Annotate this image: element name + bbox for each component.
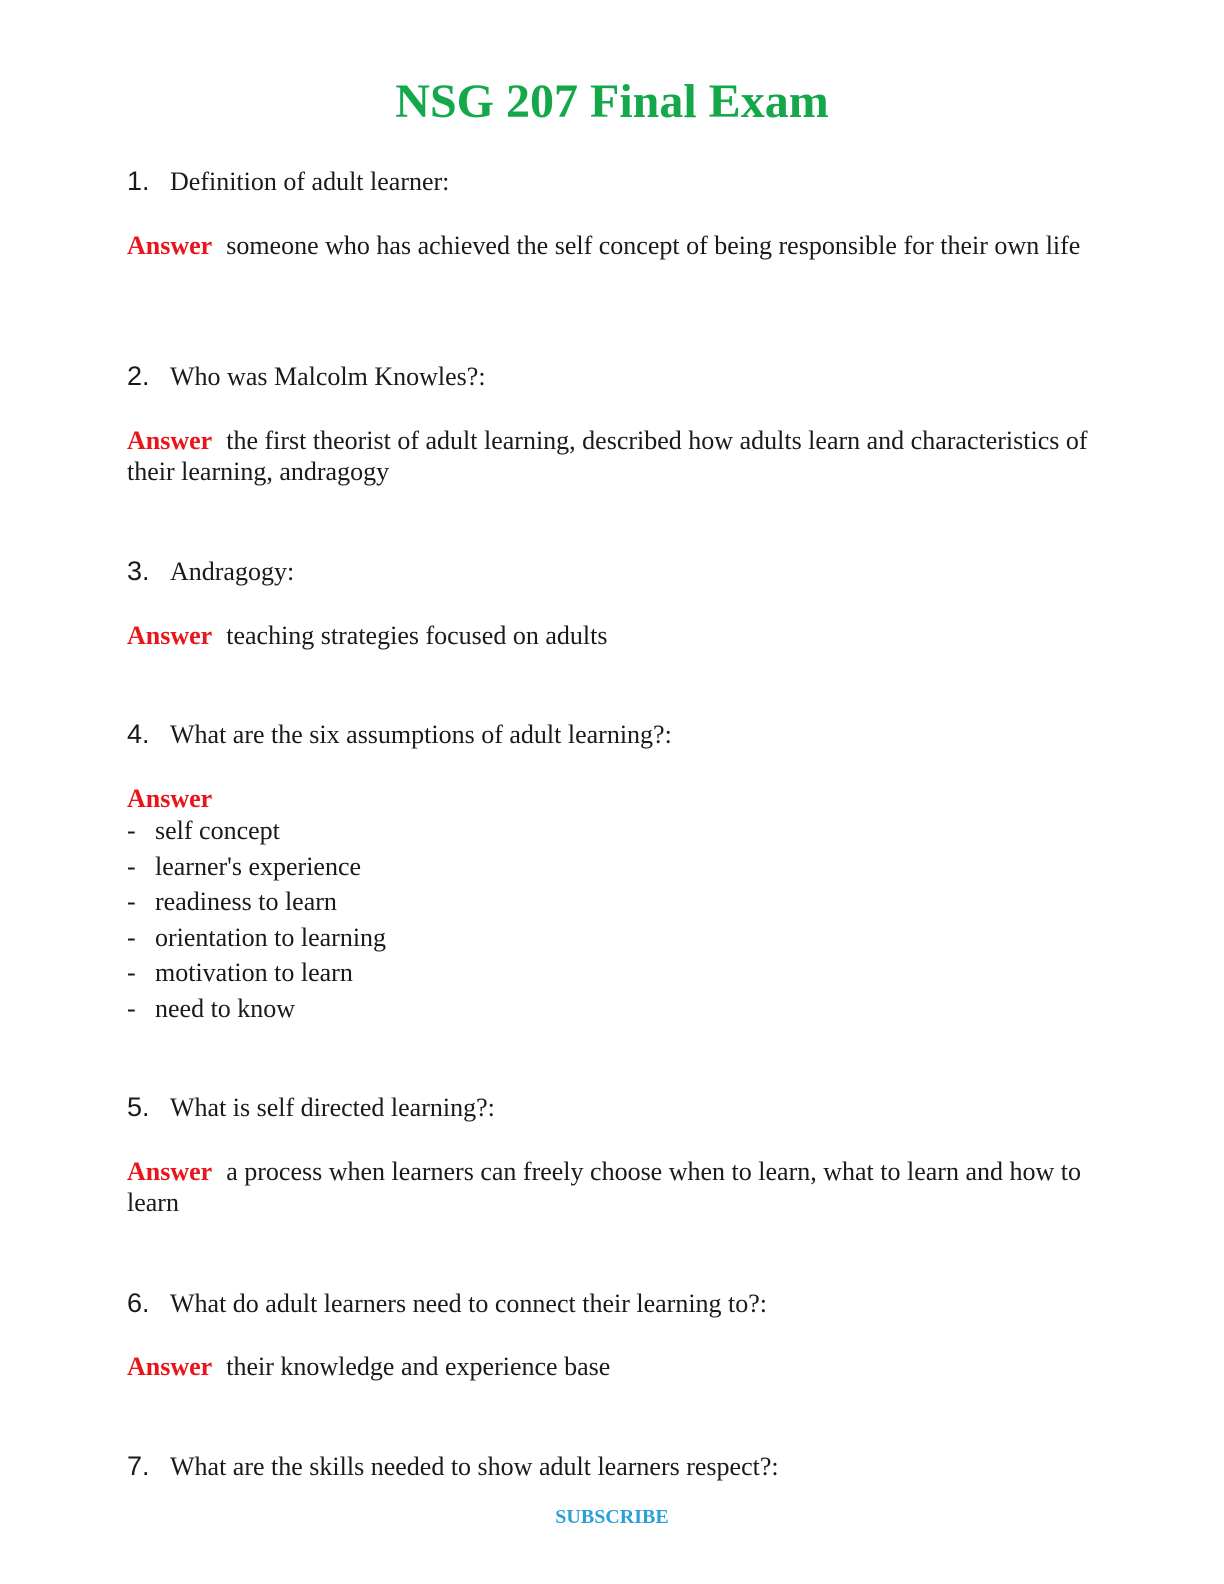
answer-text: someone who has achieved the self concept of being responsible for their own life <box>226 231 1081 260</box>
question-7 <box>127 1450 779 1483</box>
answer-label: Answer <box>127 426 213 455</box>
question-number: 3. <box>127 556 150 586</box>
question-text: Andragogy: <box>170 557 295 586</box>
answer-text: a process when learners can freely choose when to learn, what to learn and how to learn <box>127 1157 1081 1217</box>
answer-text: the first theorist of adult learning, described how adults learn and characteristics of their learning, andragogy <box>127 426 1088 486</box>
list-bullet: - <box>127 958 136 987</box>
list-item: - orientation to learning <box>127 920 386 956</box>
answer-4 <box>127 783 1097 814</box>
question-text: What are the six assumptions of adult learning?: <box>170 720 672 749</box>
assumptions-list <box>127 813 386 1026</box>
list-item: - need to know <box>127 991 386 1027</box>
list-bullet: - <box>127 887 136 916</box>
list-item: - self concept <box>127 813 386 849</box>
list-item: - learner's experience <box>127 849 386 885</box>
question-number: 5. <box>127 1092 150 1122</box>
question-number: 6. <box>127 1288 150 1318</box>
question-text: What are the skills needed to show adult learners respect?: <box>170 1452 779 1481</box>
question-5 <box>127 1091 495 1124</box>
answer-2 <box>127 425 1097 487</box>
subscribe-link[interactable]: SUBSCRIBE <box>555 1506 669 1528</box>
answer-label: Answer <box>127 231 213 260</box>
question-4 <box>127 718 672 751</box>
question-number: 7. <box>127 1451 150 1481</box>
question-number: 4. <box>127 719 150 749</box>
answer-text: teaching strategies focused on adults <box>226 621 608 650</box>
list-bullet: - <box>127 851 136 881</box>
page-title: NSG 207 Final Exam <box>395 75 829 128</box>
question-6 <box>127 1287 767 1320</box>
question-3 <box>127 555 294 588</box>
list-bullet: - <box>127 922 136 952</box>
list-bullet: - <box>127 816 136 845</box>
question-number: 1. <box>127 166 150 196</box>
answer-label: Answer <box>127 621 213 650</box>
answer-6 <box>127 1351 1097 1382</box>
question-text: Definition of adult learner: <box>170 167 450 196</box>
answer-1 <box>127 230 1097 261</box>
question-text: What do adult learners need to connect their learning to?: <box>170 1289 768 1318</box>
question-1 <box>127 165 449 198</box>
answer-label: Answer <box>127 1157 213 1186</box>
question-2 <box>127 360 486 393</box>
list-item: - motivation to learn <box>127 955 386 991</box>
answer-label: Answer <box>127 784 213 813</box>
question-text: What is self directed learning?: <box>170 1093 495 1122</box>
answer-5 <box>127 1156 1097 1218</box>
question-number: 2. <box>127 361 150 391</box>
question-text: Who was Malcolm Knowles?: <box>170 362 486 391</box>
list-bullet: - <box>127 993 136 1023</box>
answer-3 <box>127 620 1097 651</box>
answer-label: Answer <box>127 1352 213 1381</box>
list-item: - readiness to learn <box>127 884 386 920</box>
answer-text: their knowledge and experience base <box>226 1352 611 1381</box>
